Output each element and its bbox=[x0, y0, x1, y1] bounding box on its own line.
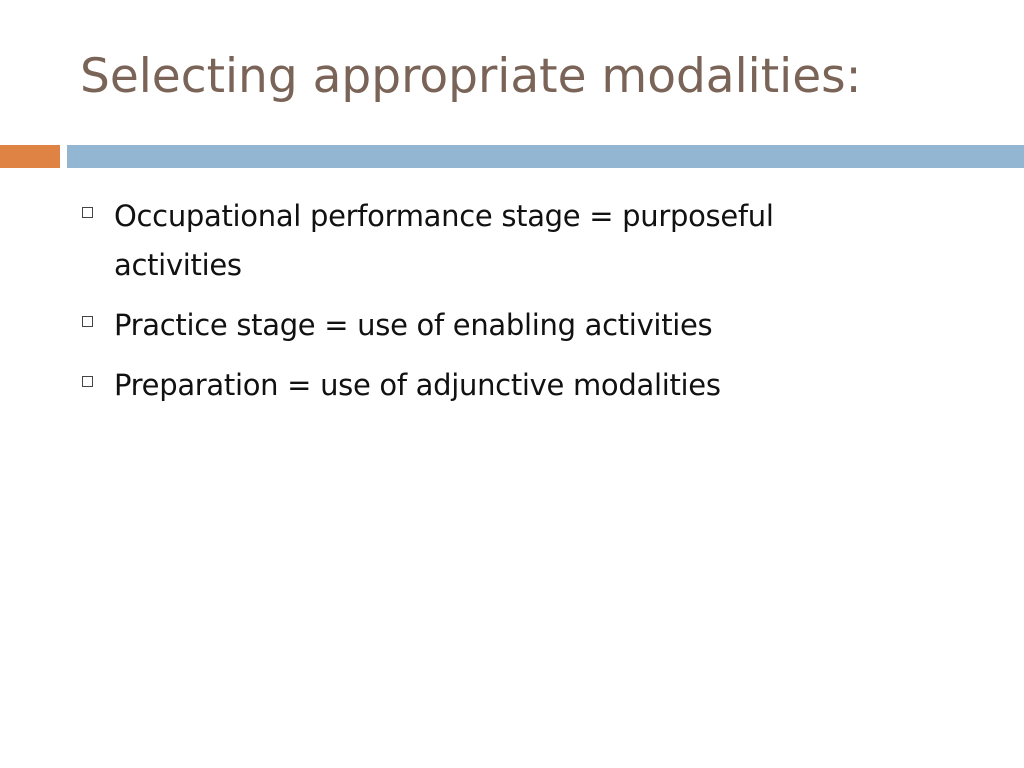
square-bullet-icon bbox=[82, 316, 93, 327]
bullet-item bbox=[80, 361, 960, 410]
slide-title: Selecting appropriate modalities: bbox=[80, 49, 862, 104]
bullet-list bbox=[80, 192, 960, 421]
bullet-text: Preparation = use of adjunctive modalities bbox=[114, 368, 721, 402]
bullet-text: Practice stage = use of enabling activities bbox=[114, 308, 713, 342]
accent-bar-orange bbox=[0, 145, 60, 168]
accent-bar-blue bbox=[67, 145, 1024, 168]
square-bullet-icon bbox=[82, 207, 93, 218]
square-bullet-icon bbox=[82, 376, 93, 387]
bullet-item bbox=[80, 192, 960, 290]
bullet-item bbox=[80, 301, 960, 350]
bullet-text: Occupational performance stage = purposeful activities bbox=[114, 199, 774, 282]
